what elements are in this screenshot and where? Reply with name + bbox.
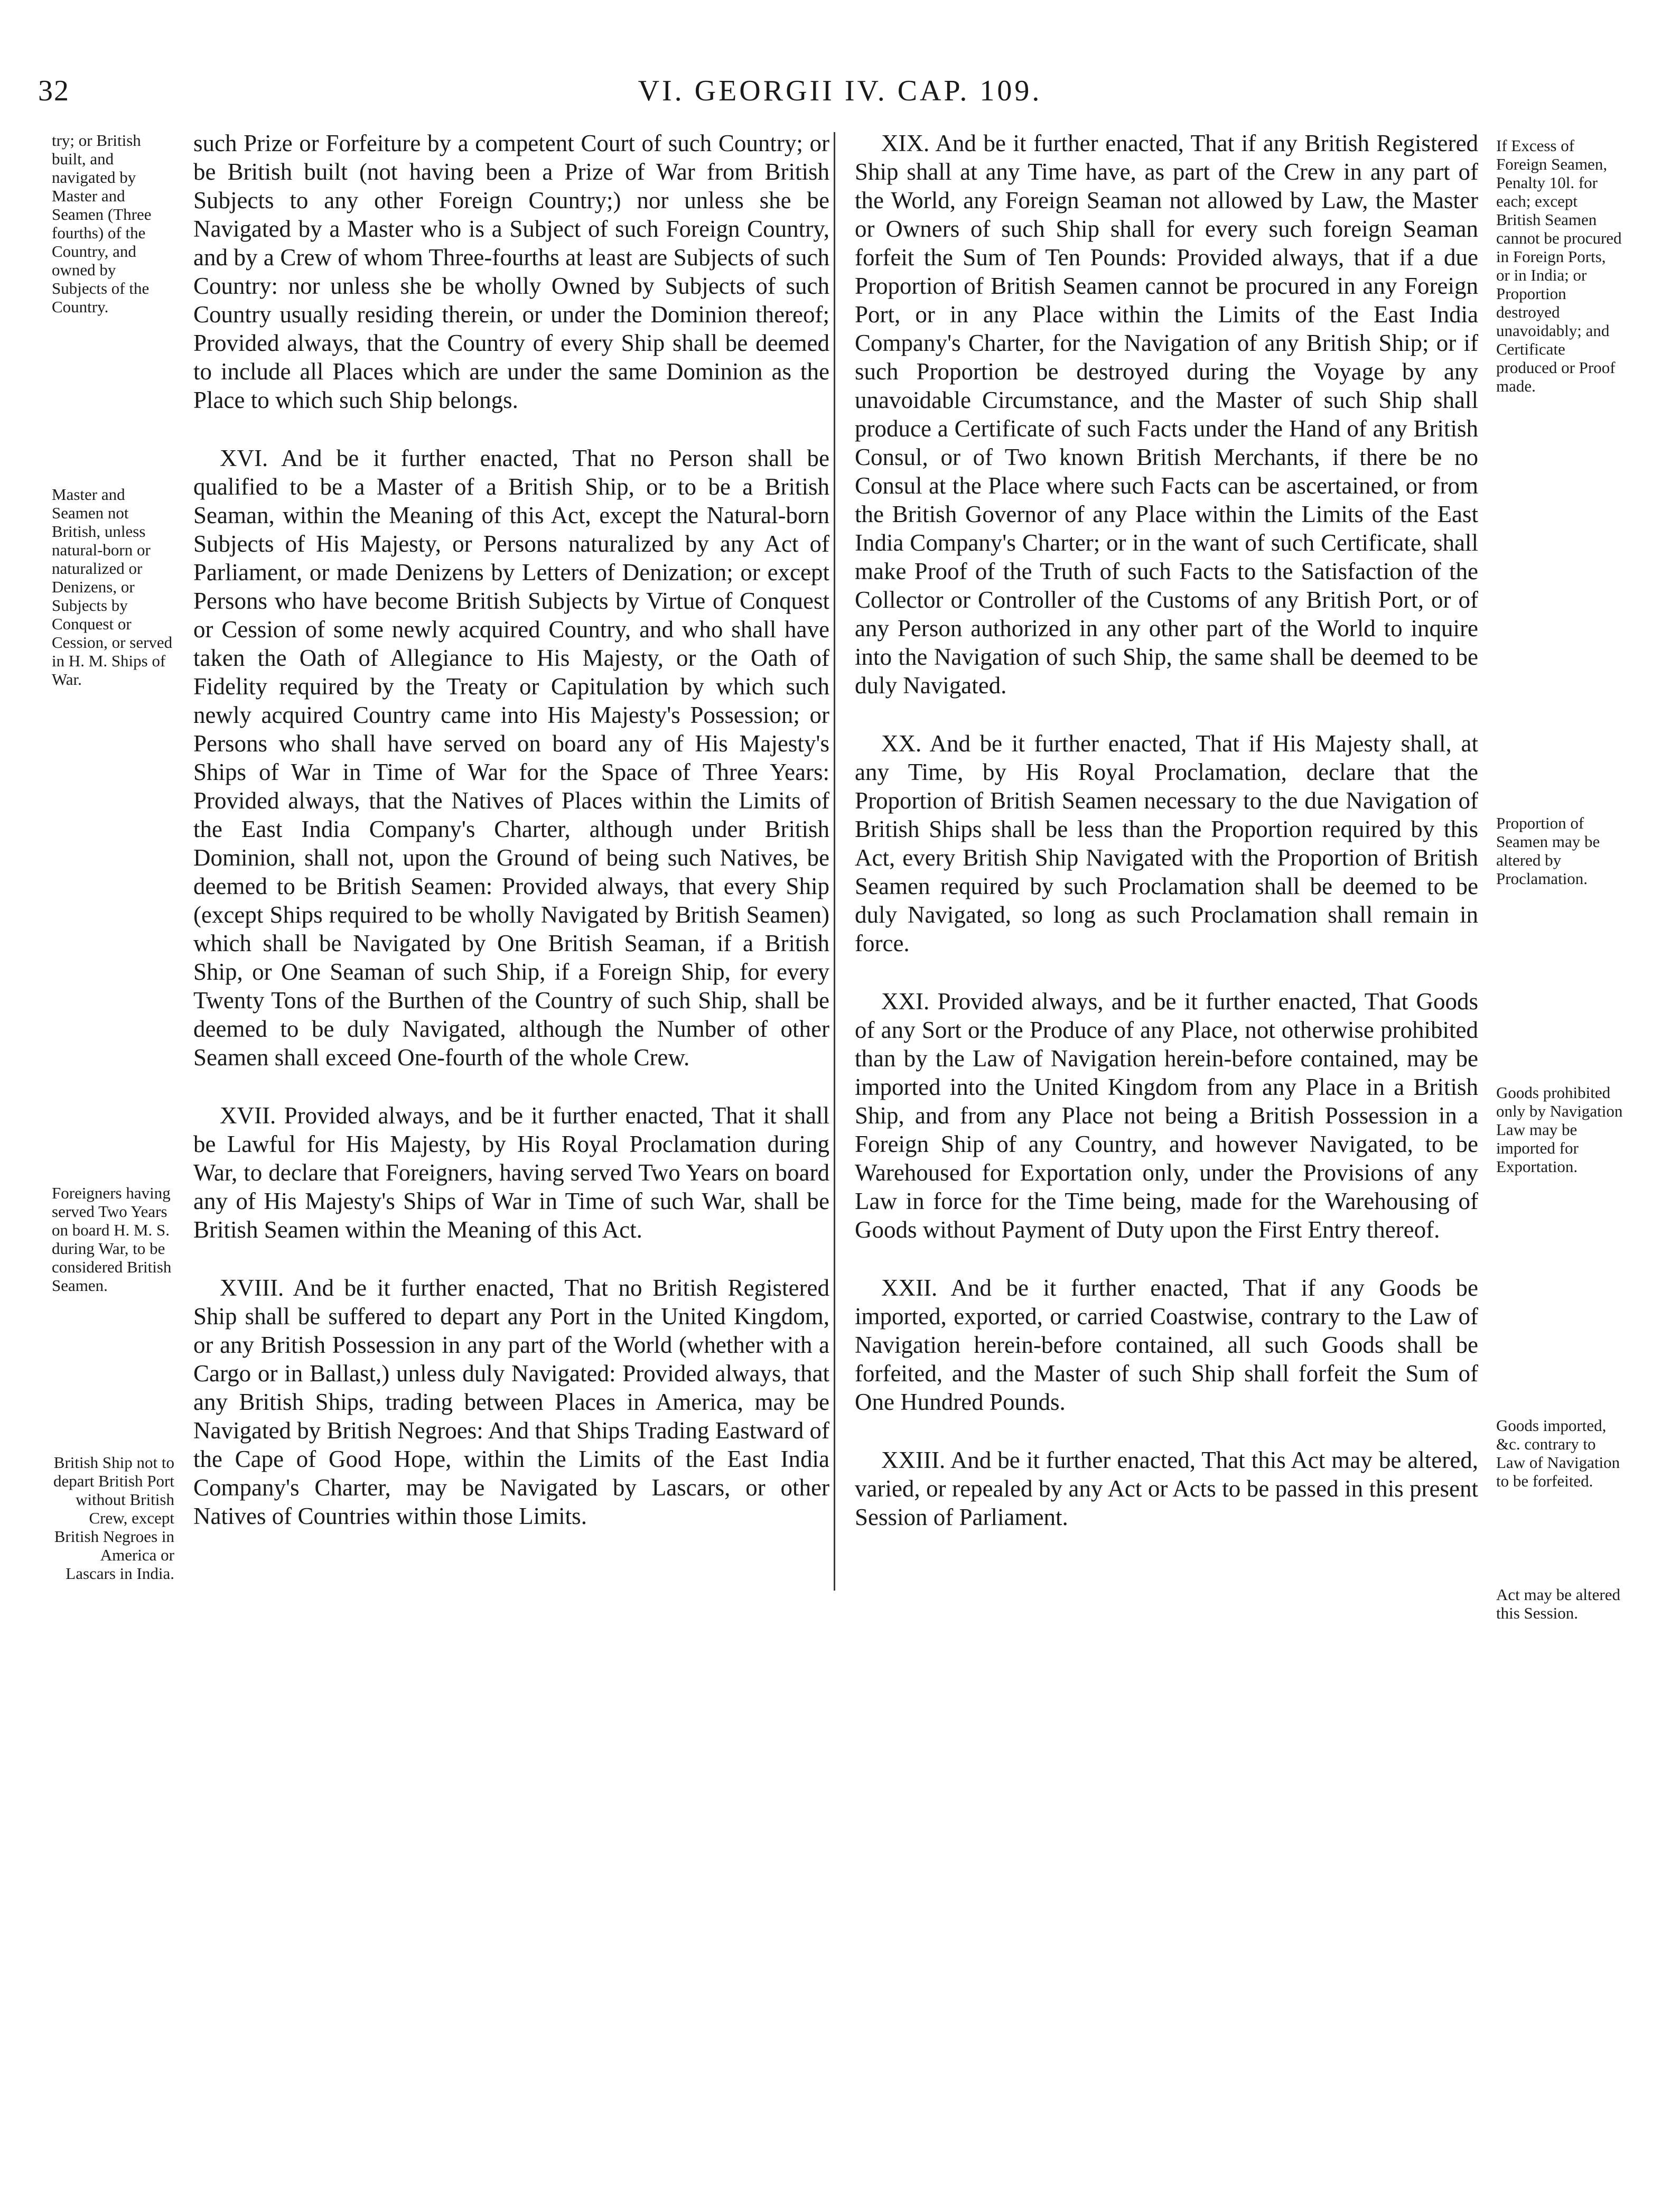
margin-note-excess-seamen: If Excess of Foreign Seamen, Penalty 10l. for each; except British Seamen cannot be procured in Foreign Ports, or in India; or Proportion destroyed unavoidably; and Certificate produced or Proof made. (1496, 136, 1622, 395)
margin-note-british-crew: British Ship not to depart British Port without British Crew, except British Negroes in America or Lascars in India. (53, 1453, 174, 1583)
section-xxi: XXI. Provided always, and be it further enacted, That Goods of any Sort or the Produce of any Place, not otherwise prohibited than by the Law of Navigation herein-before contained, may be imported into the United Kingdom from any Place in a British Ship, and from any Place not being a British Possession in a Foreign Ship of any Country, and however Navigated, to be Warehoused for Exportation only, under the Provisions of any Law in force for the Time being, made for the Warehousing of Goods without Payment of Duty upon the First Entry thereof. (855, 988, 1478, 1243)
margin-note-proportion: Proportion of Seamen may be altered by Proclamation. (1496, 814, 1600, 888)
section-xv-continuation: such Prize or Forfeiture by a competent Court of such Country; or be British built (not having been a Prize of War from British Subjects to any other Foreign Country;) nor unless she be Navigated by a Master who is a Subject of such Foreign Country, and by a Crew of whom Three-fourths at least are Subjects of such Country: nor unless she be wholly Owned by Subjects of such Country usually residing therein, or under the Dominion thereof; Provided always, that the Country of every Ship shall be deemed to include all Places which are under the same Dominion as the Place to which such Ship belongs. (193, 130, 829, 413)
margin-note-master-seamen: Master and Seamen not British, unless natural-born or naturalized or Denizens, or Subjects by Conquest or Cession, or served in H. M. Ships of War. (52, 485, 173, 689)
margin-note-goods-prohibited: Goods prohibited only by Navigation Law may be imported for Exportation. (1496, 1083, 1623, 1176)
margin-note-act-altered: Act may be altered this Session. (1496, 1585, 1620, 1622)
margin-note-goods-forfeited: Goods imported, &c. contrary to Law of Navigation to be forfeited. (1496, 1416, 1620, 1490)
running-head: VI. GEORGII IV. CAP. 109. (638, 75, 1042, 107)
section-xvi: XVI. And be it further enacted, That no Person shall be qualified to be a Master of a British Ship, or to be a British Seaman, within the Meaning of this Act, except the Natural-born Subjects of His Majesty, or Persons naturalized by any Act of Parliament, or made Denizens by Letters of Denization; or except Persons who have become British Subjects by Virtue of Conquest or Cession of some newly acquired Country, and who shall have taken the Oath of Allegiance to His Majesty, or the Oath of Fidelity required by the Treaty or Capitulation by which such newly acquired Country came into His Majesty's Possession; or Persons who shall have served on board any of His Majesty's Ships of War in Time of War for the Space of Three Years: Provided always, that the Natives of Places within the Limits of the East India Company's Charter, although under British Dominion, shall not, upon the Ground of being such Natives, be deemed to be British Seamen: Provided always, that every Ship (except Ships required to be wholly Navigated by British Seamen) which shall be Navigated by One British Seaman, if a British Ship, or One Seaman of such Ship, if a Foreign Ship, for every Twenty Tons of the Burthen of the Country of such Ship, shall be deemed to be duly Navigated, although the Number of other Seamen shall exceed One-fourth of the whole Crew. (193, 445, 829, 1071)
section-xx: XX. And be it further enacted, That if His Majesty shall, at any Time, by His Royal Proclamation, declare that the Proportion of British Seamen necessary to the due Navigation of British Ships shall be less than the Proportion required by this Act, every British Ship Navigated with the Proportion of British Seamen required by such Proclamation shall be deemed to be duly Navigated, so long as such Proclamation shall remain in force. (855, 730, 1478, 956)
section-xix: XIX. And be it further enacted, That if any British Registered Ship shall at any Time have, as part of the Crew in any part of the World, any Foreign Seaman not allowed by Law, the Master or Owners of such Ship shall for every such foreign Seaman forfeit the Sum of Ten Pounds: Provided always, that if a due Proportion of British Seamen cannot be procured in any Foreign Port, or in any Place within the Limits of the East India Company's Charter, for the Navigation of any British Ship; or if such Proportion be destroyed during the Voyage by any unavoidable Circumstance, and the Master of such Ship shall produce a Certificate of such Facts under the Hand of any British Consul, or of Two known British Merchants, if there be no Consul at the Place where such Facts can be ascertained, or from the British Governor of any Place within the Limits of the East India Company's Charter; or in the want of such Certificate, shall make Proof of the Truth of such Facts to the Satisfaction of the Collector or Controller of the Customs of any British Port, or of any Person authorized in any other part of the World to inquire into the Navigation of such Ship, the same shall be deemed to be duly Navigated. (855, 130, 1478, 699)
section-xviii: XVIII. And be it further enacted, That no British Registered Ship shall be suffered to depart any Port in the United Kingdom, or any British Possession in any part of the World (whether with a Cargo or in Ballast,) unless duly Navigated: Provided always, that any British Ships, trading between Places in America, may be Navigated by British Negroes: And that Ships Trading Eastward of the Cape of Good Hope, within the Limits of the East India Company's Charter, may be Navigated by Lascars, or other Natives of Countries within those Limits. (193, 1275, 829, 1529)
left-column (193, 129, 829, 1560)
column-divider (834, 132, 835, 1591)
margin-note-country: try; or British built, and navigated by Master and Seamen (Three fourths) of the Country, and owned by Subjects of the Country. (52, 131, 152, 316)
section-xxiii: XXIII. And be it further enacted, That this Act may be altered, varied, or repealed by any Act or Acts to be passed in this present Session of Parliament. (855, 1447, 1478, 1530)
section-xxii: XXII. And be it further enacted, That if any Goods be imported, exported, or carried Coastwise, contrary to the Law of Navigation herein-before contained, all such Goods shall be forfeited, and the Master of such Ship shall forfeit the Sum of One Hundred Pounds. (855, 1275, 1478, 1415)
section-xvii: XVII. Provided always, and be it further enacted, That it shall be Lawful for His Majesty, by His Royal Proclamation during War, to declare that Foreigners, having served Two Years on board any of His Majesty's Ships of War in Time of such War, shall be British Seamen within the Meaning of this Act. (193, 1102, 829, 1243)
page-number: 32 (38, 75, 70, 107)
right-column (855, 129, 1478, 1561)
margin-note-foreigners: Foreigners having served Two Years on board H. M. S. during War, to be considered British Seamen. (52, 1184, 172, 1295)
